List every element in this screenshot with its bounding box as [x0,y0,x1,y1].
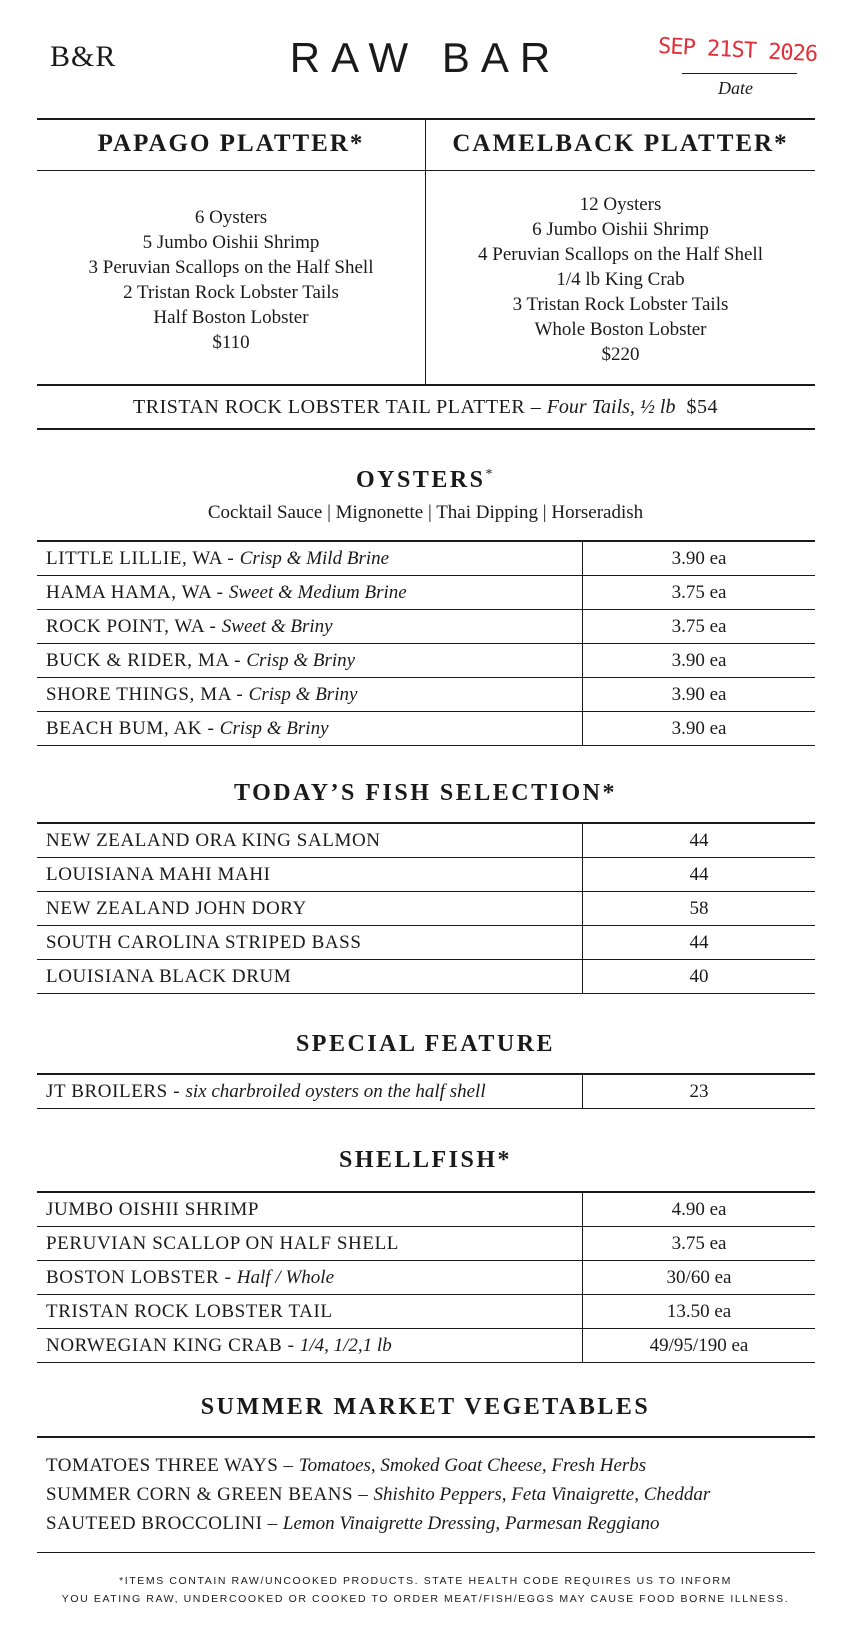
item-price: 3.90 ea [583,644,816,678]
item-price: 3.75 ea [583,576,816,610]
platter-item: 4 Peruvian Scallops on the Half Shell [478,244,763,265]
oysters-asterisk: * [485,467,496,482]
item-name [37,1329,583,1363]
item-name [37,1192,583,1227]
item-price: 3.75 ea [583,610,816,644]
platters-bottom-rule [37,384,815,386]
table-row [37,1192,815,1227]
item-price: 44 [583,823,816,858]
platter-item: 2 Tristan Rock Lobster Tails [123,282,339,303]
item-name [37,1074,583,1109]
item-name-text: NORWEGIAN KING CRAB - [46,1334,295,1356]
logo: B&R [50,40,117,73]
item-price: 44 [583,926,816,960]
platter-price: $220 [601,344,640,365]
camelback-platter-title: CAMELBACK PLATTER* [452,130,789,157]
item-name [37,1261,583,1295]
vegetable-desc: Lemon Vinaigrette Dressing, Parmesan Reggiano [282,1513,660,1534]
item-price: 13.50 ea [583,1295,816,1329]
item-name-text: JUMBO OISHII SHRIMP [46,1198,260,1220]
tail-platter-line [0,396,851,419]
tail-platter-rule [37,428,815,430]
date-stamp: SEP 21ST 2026 [657,33,818,68]
table-row [37,678,815,712]
oyster-sauces: Cocktail Sauce | Mignonette | Thai Dipping | Horseradish [207,502,644,523]
date-line [682,73,797,74]
item-name-text: JT BROILERS - [46,1080,181,1102]
item-name-text: SHORE THINGS, MA - [46,683,244,705]
special-table [37,1073,815,1109]
tail-platter-price: $54 [686,396,718,418]
oysters-title-text: OYSTERS [355,467,486,493]
platter-item: 1/4 lb King Crab [556,269,685,290]
item-price: 3.75 ea [583,1227,816,1261]
item-name [37,610,583,644]
camelback-platter-items [426,192,815,367]
table-row [37,1261,815,1295]
footer-disclaimer-line2: YOU EATING RAW, UNDERCOOKED OR COOKED TO ORDER MEAT/FISH/EGGS MAY CAUSE FOOD BORNE ILLNESS. [61,1593,790,1605]
item-name: LOUISIANA BLACK DRUM [37,960,583,994]
platter-item: Whole Boston Lobster [534,319,707,340]
table-row [37,576,815,610]
item-name-text: BUCK & RIDER, MA - [46,649,242,671]
vegetable-desc: Tomatoes, Smoked Goat Cheese, Fresh Herbs [298,1455,647,1476]
item-price: 58 [583,892,816,926]
platter-item: 6 Jumbo Oishii Shrimp [532,219,709,240]
item-name-text: BOSTON LOBSTER - [46,1266,232,1288]
platter-price: $110 [212,332,250,353]
table-row [37,610,815,644]
item-desc: Crisp & Briny [248,683,358,705]
item-name-text: TRISTAN ROCK LOBSTER TAIL [46,1300,333,1322]
item-name [37,1227,583,1261]
item-desc: six charbroiled oysters on the half shell [185,1080,486,1102]
vegetables-bottom-rule [37,1552,815,1553]
table-row [37,541,815,576]
vegetable-desc: Shishito Peppers, Feta Vinaigrette, Cheddar [373,1484,711,1505]
oysters-table [37,540,815,746]
table-row [37,712,815,746]
tail-platter-desc: Four Tails, ½ lb [546,396,676,418]
vegetable-item [46,1455,646,1477]
item-desc: Sweet & Medium Brine [228,581,407,603]
item-price: 4.90 ea [583,1192,816,1227]
item-desc: Crisp & Mild Brine [239,547,390,569]
item-name-text: ROCK POINT, WA - [46,615,217,637]
item-name: SOUTH CAROLINA STRIPED BASS [37,926,583,960]
table-row [37,960,815,994]
papago-platter-items [37,205,425,355]
platter-item: 3 Peruvian Scallops on the Half Shell [88,257,374,278]
table-row [37,1074,815,1109]
table-row [37,823,815,858]
item-name-text: HAMA HAMA, WA - [46,581,224,603]
item-desc: 1/4, 1/2,1 lb [299,1334,392,1356]
page-title: RAW BAR [289,34,562,81]
platter-item: Half Boston Lobster [153,307,309,328]
item-name-text: LITTLE LILLIE, WA - [46,547,235,569]
date-label: Date [718,78,753,98]
item-name: NEW ZEALAND ORA KING SALMON [37,823,583,858]
item-price: 3.90 ea [583,712,816,746]
fish-table [37,822,815,994]
vegetable-item [46,1513,660,1535]
item-desc: Sweet & Briny [221,615,333,637]
table-row [37,644,815,678]
item-price: 40 [583,960,816,994]
item-price: 49/95/190 ea [583,1329,816,1363]
fish-title: TODAY’S FISH SELECTION* [234,780,617,806]
vegetable-name: SAUTEED BROCCOLINI – [46,1513,278,1534]
item-desc: Crisp & Briny [246,649,356,671]
platter-item: 12 Oysters [579,194,662,215]
item-name [37,541,583,576]
platter-item: 5 Jumbo Oishii Shrimp [142,232,320,253]
table-row [37,892,815,926]
footer-disclaimer-line1: *ITEMS CONTAIN RAW/UNCOOKED PRODUCTS. STATE HEALTH CODE REQUIRES US TO INFORM [119,1575,732,1587]
platter-item: 6 Oysters [194,207,268,228]
special-title: SPECIAL FEATURE [295,1031,556,1057]
item-price: 44 [583,858,816,892]
item-price: 23 [583,1074,816,1109]
table-row [37,1329,815,1363]
table-row [37,1227,815,1261]
item-price: 3.90 ea [583,541,816,576]
papago-platter-title: PAPAGO PLATTER* [97,130,365,157]
table-row [37,926,815,960]
shellfish-table [37,1191,815,1363]
platters-top-rule [37,118,815,120]
vegetable-name: TOMATOES THREE WAYS – [46,1455,294,1476]
item-price: 30/60 ea [583,1261,816,1295]
item-price: 3.90 ea [583,678,816,712]
item-name: NEW ZEALAND JOHN DORY [37,892,583,926]
shellfish-title: SHELLFISH* [338,1147,513,1173]
platter-item: 3 Tristan Rock Lobster Tails [512,294,729,315]
tail-platter-name: TRISTAN ROCK LOBSTER TAIL PLATTER – [133,396,542,418]
item-name-text: PERUVIAN SCALLOP ON HALF SHELL [46,1232,399,1254]
item-name [37,678,583,712]
item-name [37,1295,583,1329]
item-name-text: BEACH BUM, AK - [46,717,215,739]
item-desc: Half / Whole [236,1266,335,1288]
item-name [37,712,583,746]
vegetables-top-rule [37,1436,815,1438]
vegetable-item [46,1484,710,1506]
vegetables-title: SUMMER MARKET VEGETABLES [200,1394,651,1420]
item-desc: Crisp & Briny [219,717,329,739]
table-row [37,1295,815,1329]
oysters-title [0,467,851,494]
vegetable-name: SUMMER CORN & GREEN BEANS – [46,1484,369,1505]
table-row [37,858,815,892]
item-name [37,644,583,678]
item-name [37,576,583,610]
item-name: LOUISIANA MAHI MAHI [37,858,583,892]
platters-header-rule [37,170,815,171]
